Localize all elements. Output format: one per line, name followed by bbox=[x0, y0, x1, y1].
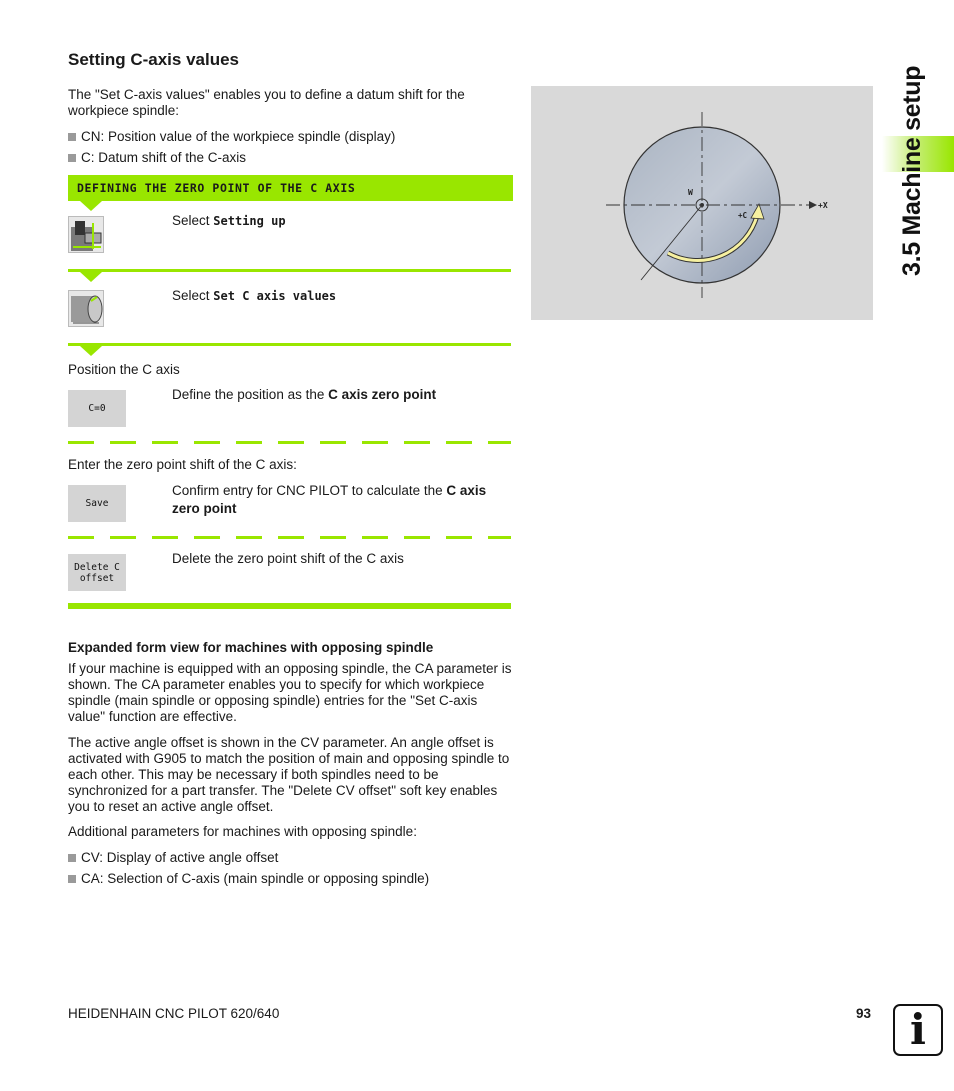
bullet-cv bbox=[68, 850, 278, 866]
step-1-code: Setting up bbox=[213, 214, 286, 228]
paragraph-3: Additional parameters for machines with opposing spindle: bbox=[68, 824, 417, 839]
chapter-side-title: 3.5 Machine setup bbox=[898, 65, 926, 276]
paragraph-2: The active angle offset is shown in the CV parameter. An angle offset is activated with G905 to match the position of main and opposing spindle to each other. This may be necessary if both spindles need to be synchronized for a part transfer. The "Delete CV offset" soft key enables you to reset an active angle offset. bbox=[68, 735, 510, 814]
softkey-line-1: Delete C bbox=[74, 561, 120, 573]
bullet-ca bbox=[68, 871, 429, 887]
c-axis-figure bbox=[531, 86, 873, 320]
info-icon bbox=[893, 1004, 943, 1056]
arrow-down-icon bbox=[80, 346, 102, 356]
step-4-prefix: Confirm entry for CNC PILOT to calculate the bbox=[172, 483, 443, 498]
label-x: +X bbox=[818, 201, 828, 210]
label-c: +C bbox=[738, 211, 748, 220]
bullet-text: CN: Position value of the workpiece spindle (display) bbox=[81, 129, 396, 144]
info-icon-glyph: i bbox=[910, 1005, 926, 1054]
step-3-bold: C axis zero point bbox=[328, 387, 437, 402]
procedure-end-bar bbox=[68, 603, 511, 609]
section-heading: Setting C-axis values bbox=[68, 50, 240, 69]
c-axis-diagram bbox=[531, 86, 873, 320]
label-w: W bbox=[688, 188, 693, 197]
procedure-title-bar bbox=[68, 175, 513, 201]
bullet-text: CV: Display of active angle offset bbox=[81, 850, 279, 865]
softkey-line-2: offset bbox=[79, 572, 115, 584]
step-2-text bbox=[172, 288, 336, 304]
procedure-title: DEFINING THE ZERO POINT OF THE C AXIS bbox=[77, 181, 356, 195]
paragraph-1: If your machine is equipped with an opposing spindle, the CA parameter is shown. The CA parameter enables you to specify for which workpiece spindle (main spindle or opposing spindle) entries for the "Set C-axis value" function are effective. bbox=[68, 661, 512, 724]
step-4-text bbox=[172, 482, 512, 518]
subheading: Expanded form view for machines with opposing spindle bbox=[68, 640, 434, 655]
enter-shift-text: Enter the zero point shift of the C axis: bbox=[68, 457, 297, 472]
page-number: 93 bbox=[856, 1006, 872, 1021]
position-c-axis-text: Position the C axis bbox=[68, 362, 180, 377]
step-1-prefix: Select bbox=[172, 213, 210, 228]
bullet-cn bbox=[68, 129, 395, 145]
bullet-text: CA: Selection of C-axis (main spindle or opposing spindle) bbox=[81, 871, 430, 886]
step-2-prefix: Select bbox=[172, 288, 210, 303]
bullet-text: C: Datum shift of the C-axis bbox=[81, 150, 247, 165]
step-3-text bbox=[172, 387, 436, 403]
intro-paragraph: The "Set C-axis values" enables you to define a datum shift for the workpiece spindle: bbox=[68, 87, 465, 118]
step-5-text: Delete the zero point shift of the C axis bbox=[172, 551, 404, 566]
dashed-divider bbox=[68, 536, 511, 539]
step-2-code: Set C axis values bbox=[213, 289, 337, 303]
step-1-text bbox=[172, 213, 286, 229]
save-softkey[interactable]: Save bbox=[68, 485, 126, 522]
setting-up-icon bbox=[68, 216, 104, 253]
c-zero-softkey[interactable]: C=0 bbox=[68, 390, 126, 427]
step-3-prefix: Define the position as the bbox=[172, 387, 325, 402]
arrow-down-icon bbox=[80, 201, 102, 211]
step-4-bold: C axis zero point bbox=[172, 483, 487, 516]
delete-c-offset-softkey[interactable] bbox=[68, 554, 126, 591]
footer-left: HEIDENHAIN CNC PILOT 620/640 bbox=[68, 1006, 280, 1021]
step-divider bbox=[68, 343, 511, 346]
step-divider bbox=[68, 269, 511, 272]
arrow-down-icon bbox=[80, 272, 102, 282]
bullet-c bbox=[68, 150, 246, 166]
dashed-divider bbox=[68, 441, 511, 444]
set-c-axis-icon bbox=[68, 290, 104, 327]
